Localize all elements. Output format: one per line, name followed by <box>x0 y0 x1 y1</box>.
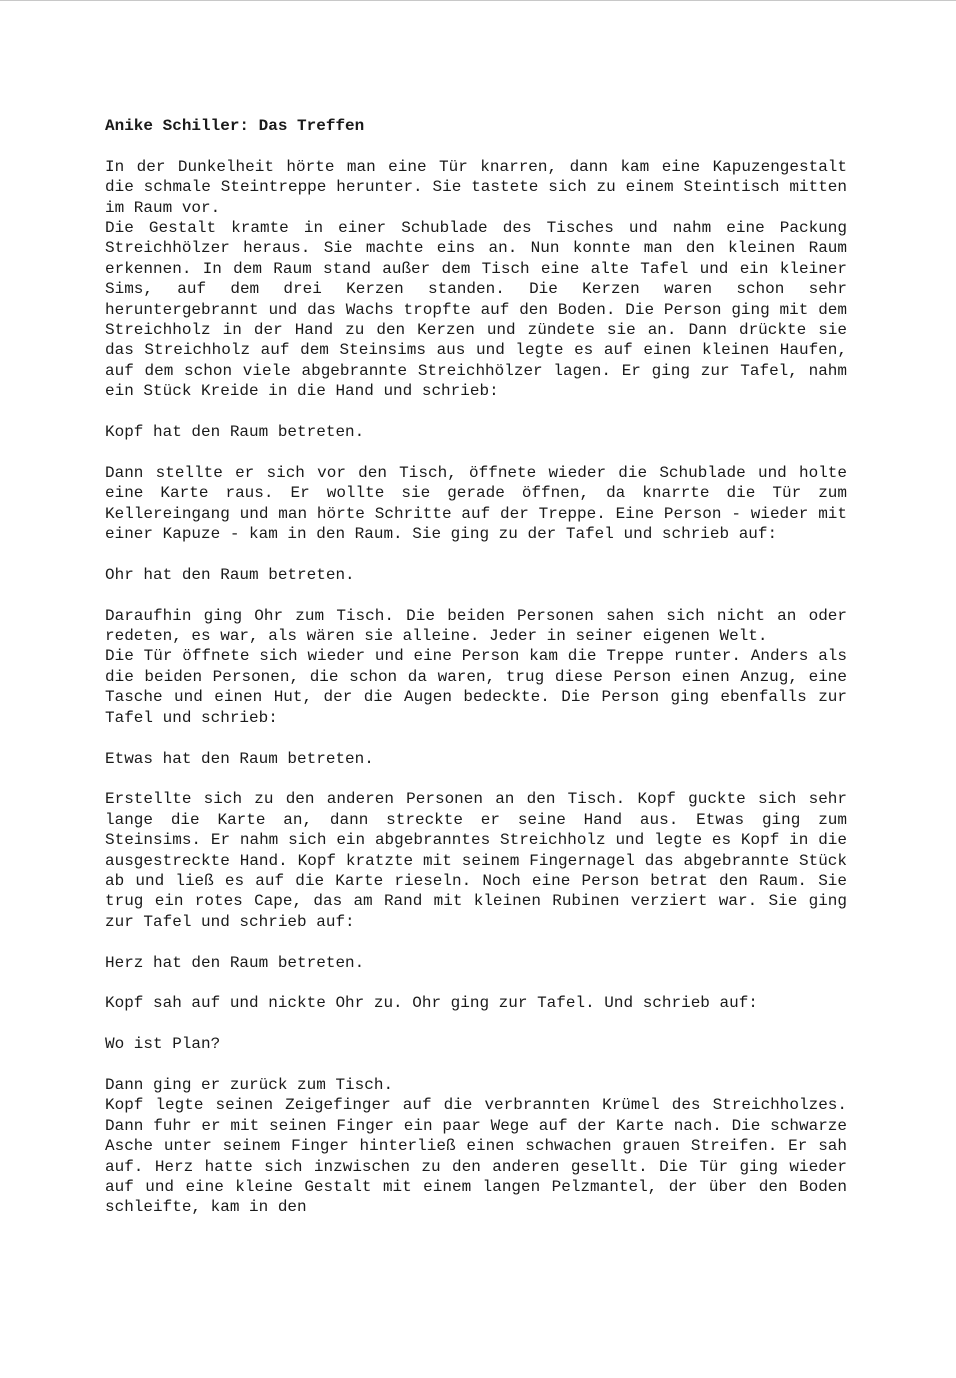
document-title: Anike Schiller: Das Treffen <box>105 117 365 135</box>
paragraph: Kopf sah auf und nickte Ohr zu. Ohr ging zur Tafel. Und schrieb auf: <box>105 994 758 1013</box>
paragraph-blackboard-kopf: Kopf hat den Raum betreten. <box>105 423 365 442</box>
paragraph-blackboard-ohr: Ohr hat den Raum betreten. <box>105 565 355 584</box>
text-block: Die Tür öffnete sich wieder und eine Person kam die Treppe runter. Anders als die beiden Personen, die schon da waren, trug diese Person einen Anzug, eine Tasche und einen Hut, der die Augen bedeckte. Die Person ging ebenfalls zur Tafel und schrieb: <box>105 647 847 727</box>
page-top-border <box>0 0 956 1</box>
text-block: Dann ging er zurück zum Tisch. <box>105 1075 394 1094</box>
text-block: Die Gestalt kramte in einer Schublade des Tisches und nahm eine Packung Streichhölzer heraus. Sie machte eins an. Nun konnte man den kleinen Raum erkennen. In dem Raum stand außer dem Tisch eine alte Tafel und ein kleiner Sims, auf dem drei Kerzen standen. Die Kerzen waren schon sehr heruntergebrannt und das Wachs tropfte auf den Boden. Die Person ging mit dem Streichholz in der Hand zu den Kerzen und zündete sie an. Dann drückte sie das Streichholz auf dem Steinsims aus und legte es auf einen kleinen Haufen, auf dem schon viele abgebrannte Streichhölzer lagen. Er ging zur Tafel, nahm ein Stück Kreide in die Hand und schrieb: <box>105 219 847 401</box>
text-block: Daraufhin ging Ohr zum Tisch. Die beiden Personen sahen sich nicht an oder redeten, es war, als wären sie alleine. Jeder in seiner eigenen Welt. <box>105 606 847 646</box>
text-block: In der Dunkelheit hörte man eine Tür knarren, dann kam eine Kapuzengestalt die schmale Steintreppe herunter. Sie tastete sich zu einem Steintisch mitten im Raum vor. <box>105 157 847 217</box>
paragraph <box>105 1075 847 1218</box>
text-block: Kopf legte seinen Zeigefinger auf die verbrannten Krümel des Streichholzes. Dann fuhr er mit seinen Finger ein paar Wege auf der Karte nach. Die schwarze Asche unter seinem Finger hinterließ einen schwachen grauen Streifen. Er sah auf. Herz hatte sich inzwischen zu den anderen gesellt. Die Tür ging wieder auf und eine kleine Gestalt mit einem langen Pelzmantel, der über den Boden schleifte, kam in den <box>105 1096 847 1217</box>
paragraph: Dann stellte er sich vor den Tisch, öffnete wieder die Schublade und holte eine Karte raus. Er wollte sie gerade öffnen, da knarrte die Tür zum Kellereingang und man hörte Schritte auf der Treppe. Eine Person - wieder mit einer Kapuze - kam in den Raum. Sie ging zu der Tafel und schrieb auf: <box>105 463 847 544</box>
paragraph-blackboard-herz: Herz hat den Raum betreten. <box>105 953 365 972</box>
document-page <box>105 116 847 1218</box>
paragraph <box>105 606 847 728</box>
paragraph-blackboard-plan: Wo ist Plan? <box>105 1035 221 1054</box>
paragraph: Erstellte sich zu den anderen Personen an den Tisch. Kopf guckte sich sehr lange die Karte an, dann streckte er seine Hand aus. Etwas ging zum Steinsims. Er nahm sich ein abgebranntes Streichholz und legte es Kopf in die ausgestreckte Hand. Kopf kratzte mit seinem Fingernagel das abgebrannte Stück ab und ließ es auf die Karte rieseln. Noch eine Person betrat den Raum. Sie trug ein rotes Cape, das am Rand mit kleinen Rubinen verziert war. Sie ging zur Tafel und schrieb auf: <box>105 790 847 931</box>
paragraph-opening <box>105 157 847 402</box>
paragraph-blackboard-etwas: Etwas hat den Raum betreten. <box>105 749 374 768</box>
